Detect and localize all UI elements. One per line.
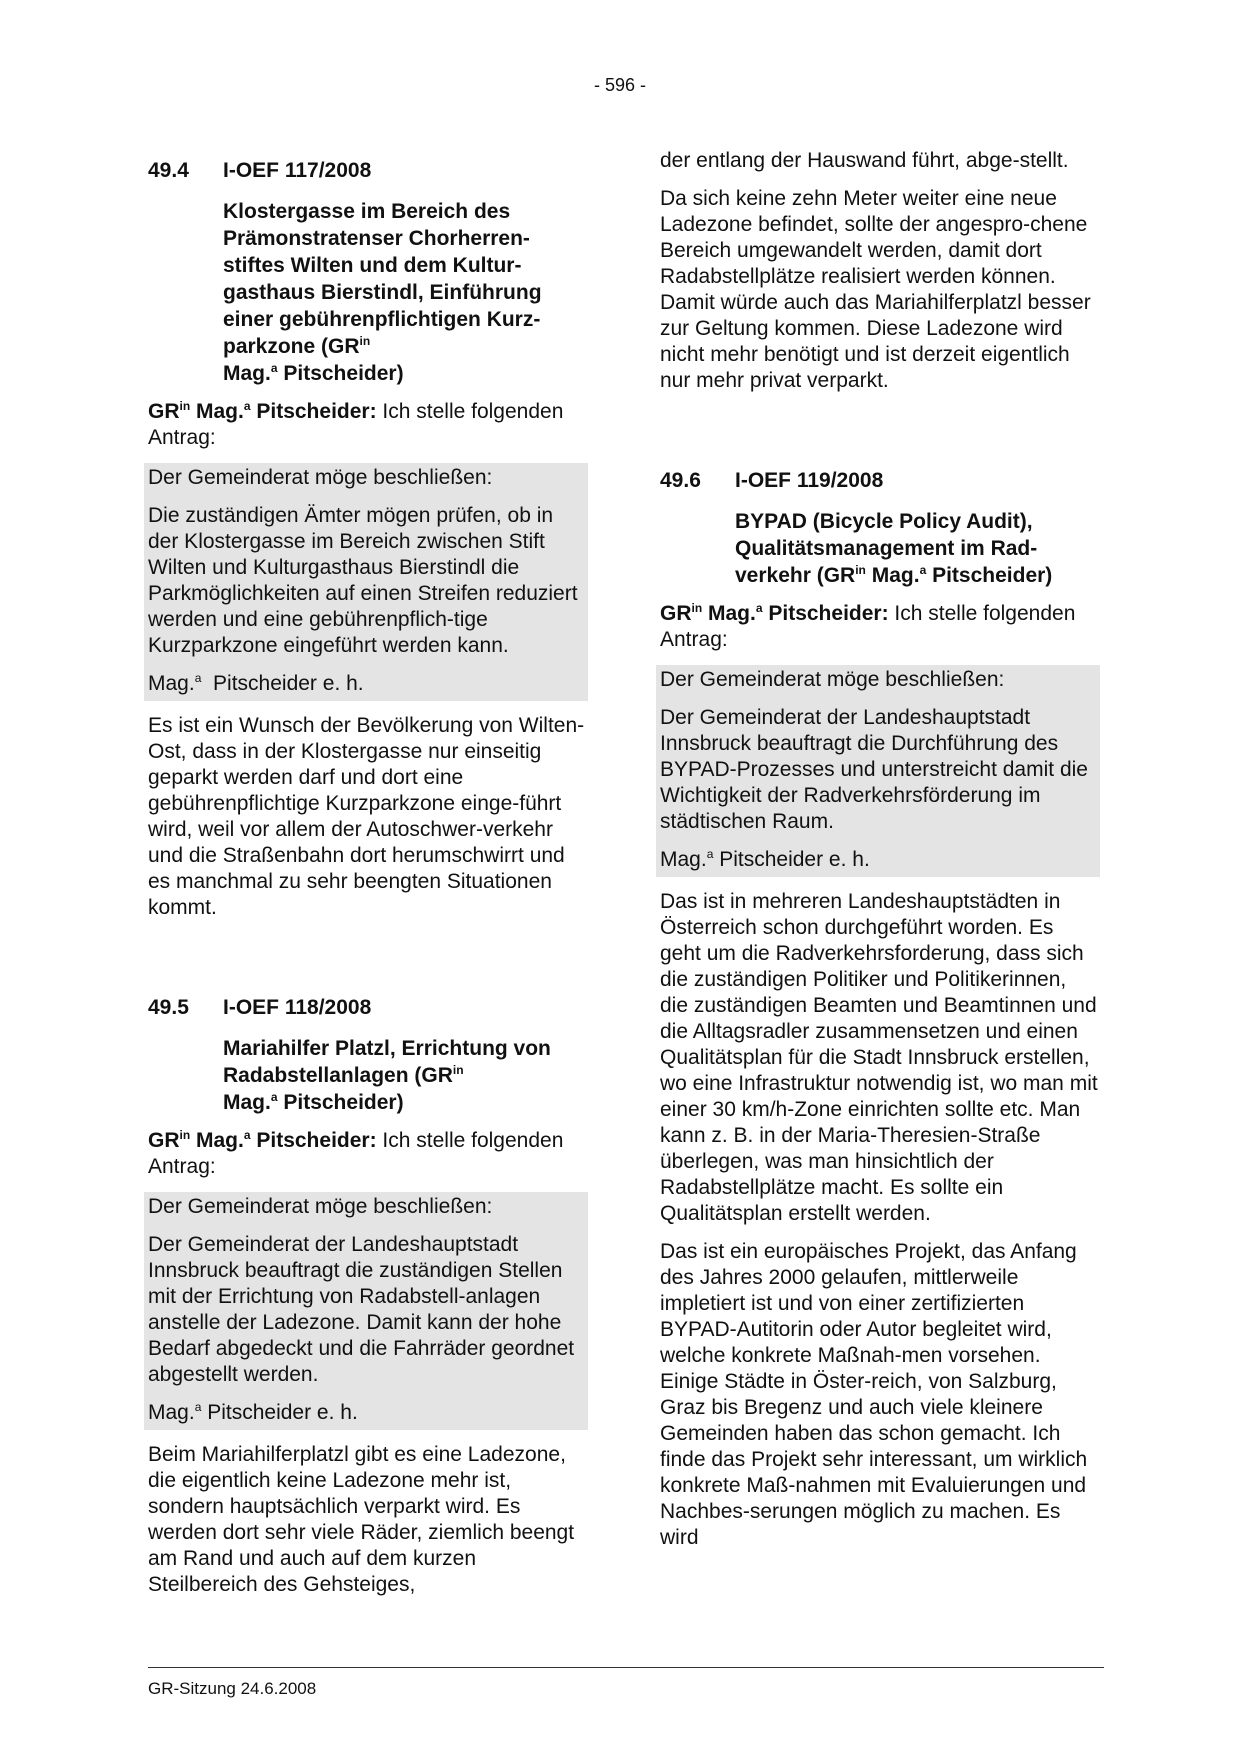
section-reference: I-OEF 117/2008 (223, 159, 372, 182)
page-number: - 596 - (593, 75, 647, 95)
motion-intro: Der Gemeinderat möge beschließen: (148, 466, 493, 489)
title-text: Mariahilfer Platzl, Errichtung von Radabstellanlagen (GR (223, 1037, 551, 1087)
signature-sup: a (194, 1400, 202, 1414)
title-text: Klostergasse im Bereich des Prämonstratenser Chorherren-stiftes Wilten und dem Kultur-gasthaus Bierstindl, Einführung einer gebührenpflichtigen Kurz-parkzone (GR (223, 200, 542, 358)
speaker-name: Pitscheider: (250, 1129, 377, 1152)
title-text: Mag. (223, 362, 271, 385)
title-text: Pitscheider) (277, 362, 404, 385)
section-title (223, 198, 588, 387)
title-sup: a (270, 361, 278, 375)
speaker-name: GR (148, 400, 180, 423)
motion-signature (148, 671, 584, 697)
speaker-sup: a (243, 399, 251, 413)
speaker-name: Pitscheider: (762, 602, 889, 625)
motion-intro: Der Gemeinderat möge beschließen: (660, 668, 1005, 691)
body-paragraph: Beim Mariahilferplatzl gibt es eine Ladezone, die eigentlich keine Ladezone mehr ist, sondern hauptsächlich verparkt wird. Es werden dort sehr viele Räder, ziemlich beengt am Rand und auch auf dem kurzen Steilbereich des Gehsteiges, (148, 1443, 575, 1596)
section-reference: I-OEF 118/2008 (223, 996, 372, 1019)
speaker-sup: a (243, 1128, 251, 1142)
body-paragraph-continued: der entlang der Hauswand führt, abge-stellt. (660, 149, 1069, 172)
speaker-name: GR (148, 1129, 180, 1152)
title-sup: in (452, 1063, 464, 1077)
speaker-line (148, 1128, 588, 1180)
motion-signature (660, 847, 1096, 873)
section-number: 49.5 (148, 996, 189, 1019)
speaker-sup: in (691, 601, 703, 615)
footer-session-date: GR-Sitzung 24.6.2008 (148, 1679, 317, 1698)
section-title (223, 1035, 588, 1116)
motion-box (144, 1192, 588, 1430)
right-column (660, 148, 1100, 1551)
speaker-text: Ich stelle folgenden Antrag: (660, 602, 1076, 651)
speaker-name: Mag. (190, 400, 244, 423)
motion-box (656, 665, 1100, 877)
title-text: Pitscheider) (277, 1091, 404, 1114)
speaker-name: Pitscheider: (250, 400, 377, 423)
speaker-sup: in (179, 399, 191, 413)
speaker-name: Mag. (190, 1129, 244, 1152)
motion-text: Die zuständigen Ämter mögen prüfen, ob in der Klostergasse im Bereich zwischen Stift Wilten und Kulturgasthaus Bierstindl die Parkmöglichkeiten auf einen Streifen reduziert werden und eine gebührenpflich-tige Kurzparkzone eingeführt werden kann. (148, 504, 578, 657)
section-title (735, 508, 1100, 589)
speaker-line (148, 399, 588, 451)
signature-sup: a (706, 847, 714, 861)
body-paragraph: Da sich keine zehn Meter weiter eine neue Ladezone befindet, sollte der angespro-chene Bereich umgewandelt werden, damit dort Radabstellplätze realisiert werden können. Damit würde auch das Mariahilferplatzl besser zur Geltung kommen. Diese Ladezone wird nicht mehr benötigt und ist derzeit eigentlich nur mehr privat verparkt. (660, 187, 1091, 392)
section-number: 49.6 (660, 469, 701, 492)
section-number: 49.4 (148, 159, 189, 182)
title-sup: in (359, 334, 371, 348)
body-paragraph: Das ist ein europäisches Projekt, das Anfang des Jahres 2000 gelaufen, mittlerweile impletiert ist und von einer zertifizierten BYPAD-Autitorin oder Autor begleitet wird, welche konkrete Maßnah-men vorsehen. Einige Städte in Öster-reich, von Salzburg, Graz bis Bregenz und auch viele kleinere Gemeinden haben das schon gemacht. Ich finde das Projekt sehr interessant, um wirklich konkrete Maß-nahmen mit Evaluierungen und Nachbes-serungen möglich zu machen. Es wird (660, 1240, 1088, 1549)
body-paragraph: Es ist ein Wunsch der Bevölkerung von Wilten-Ost, dass in der Klostergasse nur einseitig geparkt werden darf und dort eine gebührenpflichtige Kurzparkzone einge-führt wird, weil vor allem der Autoschwer-verkehr und die Straßenbahn dort herumschwirrt und es manchmal zu sehr beengten Situationen kommt. (148, 714, 585, 919)
speaker-sup: in (179, 1128, 191, 1142)
signature-text: Mag. (660, 848, 707, 871)
title-sup: a (270, 1090, 278, 1104)
signature-text: Pitscheider e. h. (201, 672, 364, 695)
title-text: Mag. (865, 564, 920, 587)
speaker-line (660, 601, 1100, 653)
speaker-sup: a (755, 601, 763, 615)
section-heading-49-4 (148, 158, 588, 184)
title-text: BYPAD (Bicycle Policy Audit), Qualitätsmanagement im Rad-verkehr (GR (735, 510, 1038, 587)
title-sup: in (855, 563, 866, 577)
motion-text: Der Gemeinderat der Landeshauptstadt Innsbruck beauftragt die Durchführung des BYPAD-Prozesses und unterstreicht damit die Wichtigkeit der Radverkehrsförderung im städtischen Raum. (660, 706, 1088, 833)
footer-divider (148, 1667, 1104, 1668)
signature-text: Pitscheider e. h. (201, 1401, 358, 1424)
motion-intro: Der Gemeinderat möge beschließen: (148, 1195, 493, 1218)
title-text: Pitscheider) (926, 564, 1053, 587)
motion-box (144, 463, 588, 701)
left-column (148, 148, 588, 1598)
motion-signature (148, 1400, 584, 1426)
signature-text: Mag. (148, 672, 195, 695)
speaker-name: Mag. (702, 602, 756, 625)
speaker-text: Ich stelle folgenden Antrag: (148, 400, 564, 449)
speaker-text: Ich stelle folgenden Antrag: (148, 1129, 564, 1178)
signature-sup: a (194, 671, 202, 685)
signature-text: Pitscheider e. h. (713, 848, 870, 871)
motion-text: Der Gemeinderat der Landeshauptstadt Innsbruck beauftragt die zuständigen Stellen mit der Errichtung von Radabstell-anlagen anstelle der Ladezone. Damit kann der hohe Bedarf abgedeckt und die Fahrräder geordnet abgestellt werden. (148, 1233, 575, 1386)
signature-text: Mag. (148, 1401, 195, 1424)
section-heading-49-6 (660, 468, 1100, 494)
speaker-name: GR (660, 602, 692, 625)
section-heading-49-5 (148, 995, 588, 1021)
section-reference: I-OEF 119/2008 (735, 469, 884, 492)
title-sup: a (919, 563, 927, 577)
body-paragraph: Das ist in mehreren Landeshauptstädten in Österreich schon durchgeführt worden. Es geht um die Radverkehrsforderung, dass sich die zuständigen Politiker und Politikerinnen, die zuständigen Beamten und Beamtinnen und die Alltagsradler zusammensetzen und einen Qualitätsplan für die Stadt Innsbruck erstellen, wo eine Infrastruktur notwendig ist, wo man mit einer 30 km/h-Zone einrichten sollte etc. Man kann z. B. in der Maria-Theresien-Straße überlegen, was man hinsichtlich der Radabstellplätze macht. Es sollte ein Qualitätsplan erstellt werden. (660, 890, 1098, 1225)
title-text: Mag. (223, 1091, 271, 1114)
